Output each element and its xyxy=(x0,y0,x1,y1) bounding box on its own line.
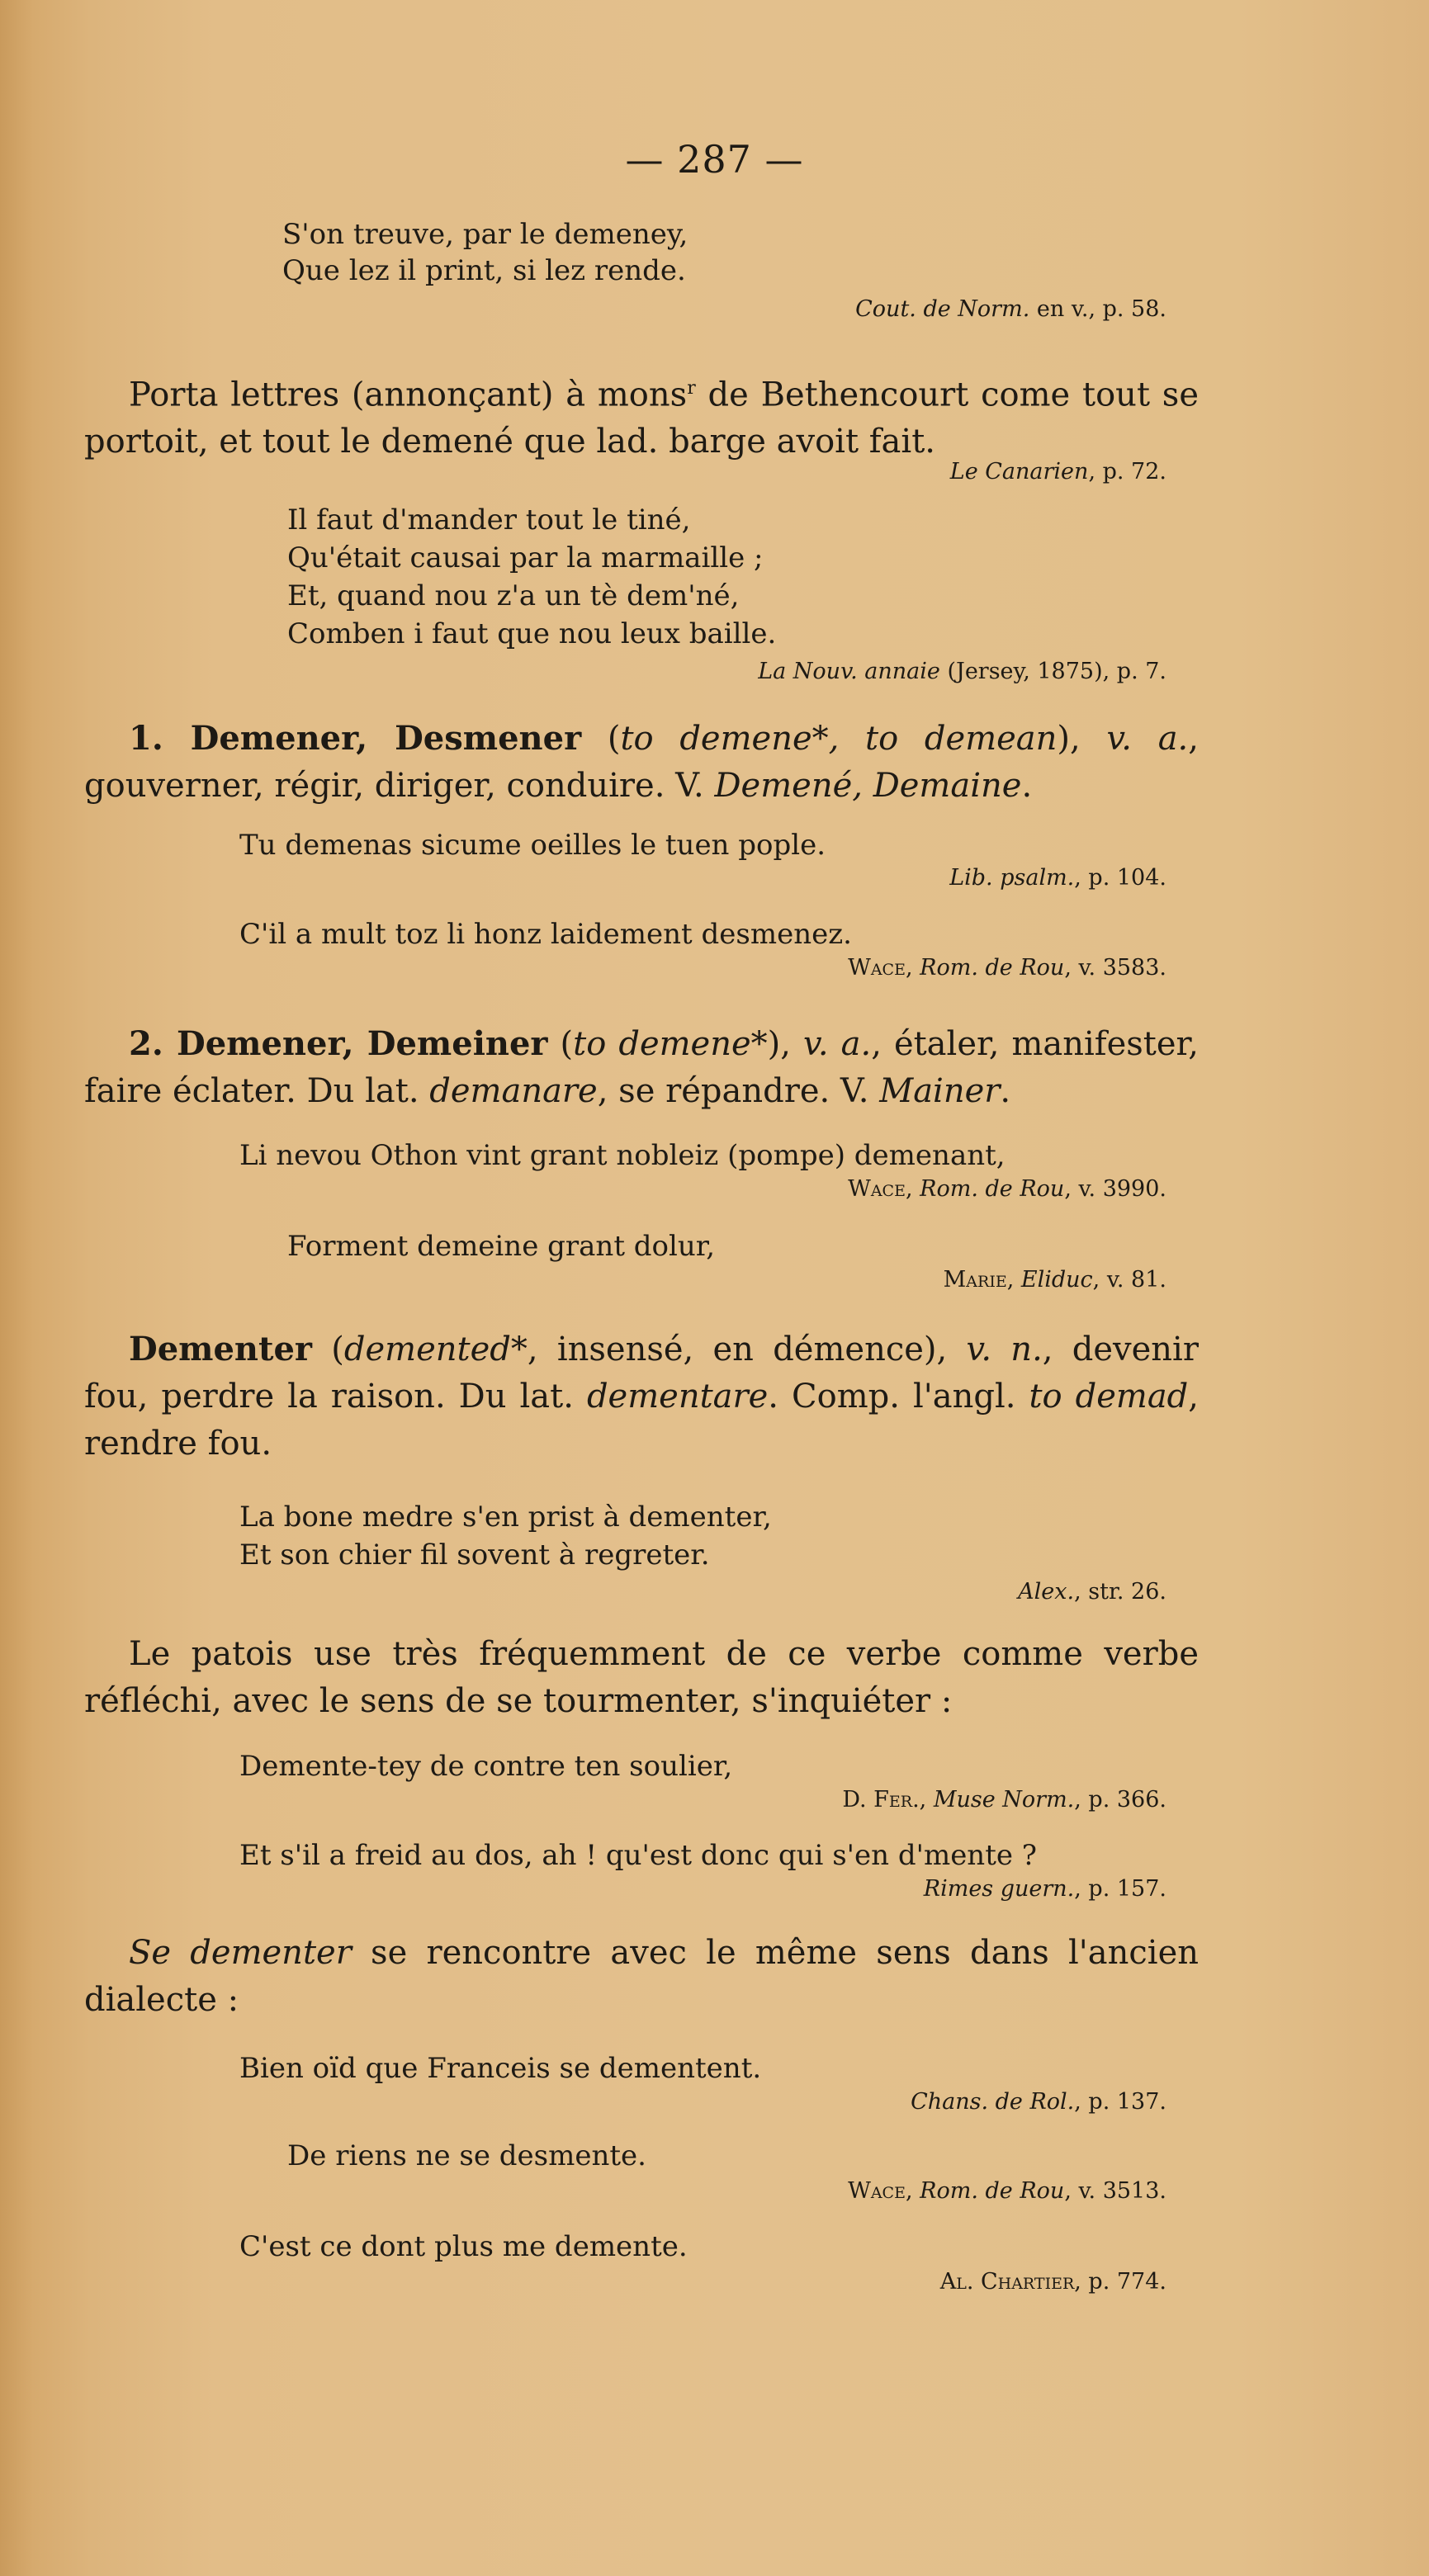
latin-etymon: dementare xyxy=(586,1378,769,1416)
text-span: , devenir fou, perdre la raison. Du lat. xyxy=(84,1331,1199,1416)
source-citation xyxy=(949,864,1166,892)
text-span: Chans. de Rol. xyxy=(911,2089,1075,2115)
prose-paragraph xyxy=(84,365,1199,466)
text-span: , insensé, en démence), xyxy=(527,1331,967,1368)
dictionary-entry xyxy=(84,1326,1199,1468)
text-span: . xyxy=(1000,1072,1011,1110)
text-span: de Bethencourt come tout se portoit, et tout le demené que lad. barge avoit fait. xyxy=(84,376,1200,461)
text-span: , rendre fou. xyxy=(84,1378,1200,1463)
text-span: Wace xyxy=(848,955,906,981)
source-citation: Wace, Rom. de Rou, v. 3990. xyxy=(848,1176,1166,1202)
text-span: Alex. xyxy=(1018,1579,1075,1605)
text-span: D. Fer. xyxy=(842,1787,920,1813)
page-number: — 287 — xyxy=(625,137,804,182)
text-span: Eliduc xyxy=(1020,1267,1093,1293)
verse-line: Que lez il print, si lez rende. xyxy=(282,254,686,287)
source-citation xyxy=(924,1875,1166,1903)
source-citation xyxy=(940,2268,1166,2296)
text-span: . xyxy=(1021,767,1033,805)
text-span: . Comp. l'angl. xyxy=(768,1378,1029,1416)
text-span: , étaler, manifester, faire éclater. Du lat. xyxy=(84,1025,1199,1110)
text-span: , p. 157. xyxy=(1074,1876,1166,1902)
text-span: Muse Norm. xyxy=(933,1787,1075,1813)
dictionary-entry xyxy=(84,715,1199,810)
headword: 1. Demener, Desmener xyxy=(129,719,582,758)
source-citation: Wace, Rom. de Rou, v. 3513. xyxy=(848,2178,1166,2204)
prose-paragraph xyxy=(84,1631,1199,1725)
text-span: , v. 3583. xyxy=(1064,955,1166,981)
quote-line: Et s'il a freid au dos, ah ! qu'est donc qui s'en d'mente ? xyxy=(239,1839,1038,1872)
verse-line: Et son chier fil sovent à regreter. xyxy=(239,1539,710,1572)
source-citation xyxy=(950,458,1166,486)
text-span: , p. 774. xyxy=(1074,2269,1166,2295)
quote-line: C'est ce dont plus me demente. xyxy=(239,2230,688,2263)
text-span: La Nouv. annaie xyxy=(758,659,940,684)
text-span: Rom. de Rou xyxy=(920,955,1065,981)
verse-line: Et, quand nou z'a un tè dem'né, xyxy=(287,579,740,612)
text-span: Le Canarien xyxy=(949,459,1089,484)
cross-reference: Demené, Demaine xyxy=(714,767,1022,805)
quote-line: Demente-tey de contre ten soulier, xyxy=(239,1750,733,1783)
text-span: , p. 137. xyxy=(1074,2089,1166,2115)
quote-line: Li nevou Othon vint grant nobleiz (pompe) demenant, xyxy=(239,1139,1006,1172)
latin-etymon: demanare xyxy=(429,1072,598,1110)
text-span: Lib. psalm. xyxy=(949,865,1075,891)
text-span: ), xyxy=(1057,720,1107,758)
text-span: Wace xyxy=(848,1176,906,1202)
text-span: , p. 72. xyxy=(1088,459,1166,484)
english-cognate: to demad xyxy=(1029,1378,1189,1416)
text-span: ( xyxy=(581,720,621,758)
dictionary-entry xyxy=(84,1020,1199,1115)
quote-line: Bien oïd que Franceis se dementent. xyxy=(239,2052,762,2085)
quote-line: C'il a mult toz li honz laidement desmenez. xyxy=(239,918,852,951)
source-citation xyxy=(758,658,1166,686)
text-span: Rimes guern. xyxy=(923,1876,1075,1902)
verse-line: Qu'était causai par la marmaille ; xyxy=(287,541,764,574)
text-span: , str. 26. xyxy=(1074,1579,1166,1605)
part-of-speech: v. a. xyxy=(803,1025,872,1063)
source-citation xyxy=(1018,1578,1166,1606)
quote-line: Tu demenas sicume oeilles le tuen pople. xyxy=(239,829,826,862)
text-span: se rencontre avec le même sens dans l'ancien dialecte : xyxy=(84,1934,1200,2019)
source-citation: Marie, Eliduc, v. 81. xyxy=(943,1267,1166,1293)
text-span: Rom. de Rou xyxy=(920,2178,1065,2204)
source-citation: D. Fer., Muse Norm., p. 366. xyxy=(842,1787,1166,1813)
source-citation: Wace, Rom. de Rou, v. 3583. xyxy=(848,955,1166,981)
text-span: , gouverner, régir, diriger, conduire. V. xyxy=(84,720,1199,805)
verse-line: Il faut d'mander tout le tiné, xyxy=(287,503,691,536)
verse-line: S'on treuve, par le demeney, xyxy=(282,218,688,251)
prose-paragraph xyxy=(84,1930,1199,2024)
etymology: demented* xyxy=(343,1331,528,1368)
quote-line: Forment demeine grant dolur, xyxy=(287,1230,716,1263)
text-span: Le patois use très fréquemment de ce verbe comme verbe réfléchi, avec le sens de se tourmenter, s'inquiéter : xyxy=(84,1635,1199,1720)
part-of-speech: v. n. xyxy=(966,1331,1043,1368)
text-span: ( xyxy=(312,1331,344,1368)
text-span: Al. Chartier xyxy=(939,2269,1075,2295)
cross-reference: Mainer xyxy=(879,1072,1001,1110)
source-ref: en v., p. 58. xyxy=(1029,296,1166,322)
part-of-speech: v. a. xyxy=(1106,720,1189,758)
text-span: Marie xyxy=(943,1267,1007,1293)
text-span: Porta lettres (annonçant) à mons xyxy=(129,376,688,414)
text-span: Rom. de Rou xyxy=(920,1176,1065,1202)
source-title: Cout. de Norm. xyxy=(855,296,1030,322)
source-citation xyxy=(911,2088,1166,2116)
verse-line: La bone medre s'en prist à dementer, xyxy=(239,1501,772,1534)
text-span: , v. 81. xyxy=(1092,1267,1166,1293)
text-span: , p. 366. xyxy=(1074,1787,1166,1813)
text-span: ), xyxy=(767,1025,804,1063)
text-span: r xyxy=(687,378,696,399)
quote-line: De riens ne se desmente. xyxy=(287,2139,646,2172)
text-span: Se dementer xyxy=(129,1934,352,1972)
text-span: , v. 3513. xyxy=(1064,2178,1166,2204)
text-span: , se répandre. V. xyxy=(597,1072,880,1110)
text-span: (Jersey, 1875), p. 7. xyxy=(939,659,1166,684)
etymology: to demene* xyxy=(573,1025,768,1063)
text-span: Wace xyxy=(848,2178,906,2204)
headword: Dementer xyxy=(129,1330,312,1368)
text-span: , p. 104. xyxy=(1074,865,1166,891)
text-span: , v. 3990. xyxy=(1064,1176,1166,1202)
verse-line: Comben i faut que nou leux baille. xyxy=(287,617,777,650)
etymology: to demene*, to demean xyxy=(620,720,1058,758)
text-span: ( xyxy=(547,1025,574,1063)
source-citation xyxy=(855,295,1166,324)
headword: 2. Demener, Demeiner xyxy=(129,1024,548,1063)
